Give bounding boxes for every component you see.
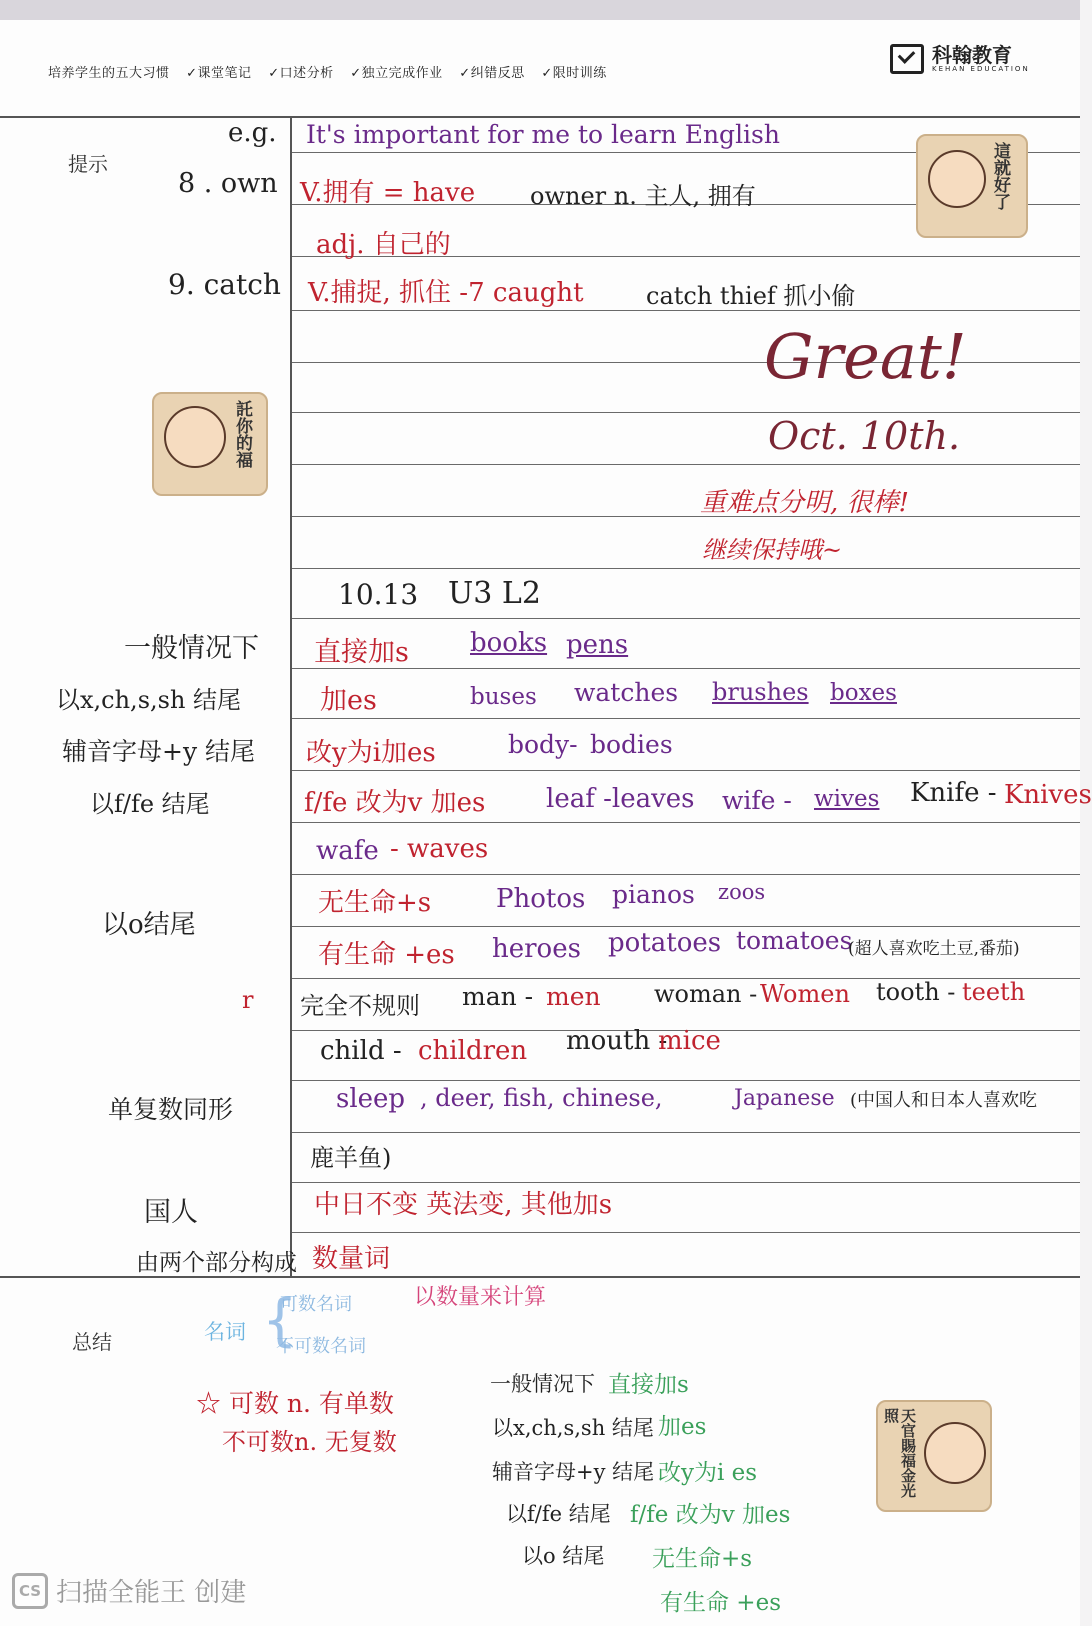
- rule-example: pianos: [612, 880, 695, 909]
- tishi-label: 提示: [68, 152, 108, 176]
- catch-definition: V.捕捉, 抓住 -7 caught: [308, 278, 584, 308]
- ruled-line: [292, 516, 1080, 517]
- feedback-comment-1: 重难点分明, 很棒!: [700, 488, 909, 518]
- header-divider: [0, 116, 1080, 118]
- habit-item: ✓课堂笔记: [186, 66, 252, 81]
- rule-example: (超人喜欢吃土豆,番茄): [848, 939, 1020, 959]
- rule-example: tomatoes: [736, 926, 853, 955]
- feedback-great: Great!: [764, 320, 967, 393]
- rule-text: f/fe 改为v 加es: [304, 788, 486, 818]
- summary-rule-label: 一般情况下: [490, 1372, 595, 1396]
- rule-example: , deer, fish, chinese,: [420, 1084, 663, 1112]
- summary-rule-text: f/fe 改为v 加es: [630, 1502, 791, 1528]
- rule-example: children: [418, 1036, 528, 1066]
- rule-example: watches: [574, 678, 679, 707]
- summary-rule-text: 无生命+s: [652, 1546, 753, 1572]
- rule-label: 辅音字母+y 结尾: [62, 737, 256, 766]
- summary-rule-label: 以o 结尾: [522, 1544, 605, 1568]
- ruled-line: [292, 822, 1080, 823]
- rule-text: 数量词: [312, 1244, 391, 1274]
- rule-label: 以o结尾: [102, 910, 196, 940]
- rule-example: zoos: [718, 880, 766, 904]
- rule-text: 加es: [320, 685, 377, 716]
- rule-text: 有生命 +es: [318, 940, 455, 970]
- watermark-text: 扫描全能王 创建: [56, 1578, 247, 1608]
- summary-rule-text: 直接加s: [608, 1372, 689, 1398]
- ruled-line: [292, 618, 1080, 619]
- zongjie-label: 总结: [72, 1330, 112, 1354]
- eg-label: e.g.: [228, 118, 277, 148]
- rule-label: 由两个部分构成: [136, 1250, 297, 1276]
- ruled-line: [292, 668, 1080, 669]
- sticker-thanks: [152, 392, 268, 496]
- feedback-date: Oct. 10th.: [768, 414, 961, 458]
- rule-example: mice: [658, 1026, 721, 1056]
- own-extra: owner n. 主人, 拥有: [530, 182, 756, 210]
- feedback-comment-2: 继续保持哦~: [702, 536, 843, 564]
- rule-example: bodies: [590, 730, 673, 759]
- scanner-watermark: [12, 1572, 246, 1609]
- own-definition: V.拥有 = have: [300, 178, 476, 208]
- own-label: 8 . own: [178, 168, 278, 199]
- margin-divider: [290, 118, 292, 1278]
- summary-star-1: ☆ 可数 n. 有单数: [196, 1389, 394, 1418]
- rule-example: child -: [320, 1036, 402, 1066]
- rule-example: body-: [508, 730, 578, 759]
- summary-measure: 以数量来计算: [414, 1285, 547, 1310]
- sticker-this-is-good: [916, 134, 1028, 238]
- catch-label: 9. catch: [168, 268, 281, 301]
- rule-example: heroes: [492, 934, 581, 964]
- rule-example: sleep: [336, 1084, 406, 1114]
- cartoon-face-icon: [924, 1422, 986, 1484]
- brand-logo: [890, 44, 1030, 74]
- rule-example: tooth -: [876, 978, 956, 1006]
- rule-example: Photos: [496, 884, 586, 914]
- brand-name-cn: 科翰教育: [932, 43, 1012, 67]
- summary-countable: 可数名词: [280, 1294, 352, 1315]
- habit-item: ✓纠错反思: [459, 66, 525, 81]
- ruled-line: [292, 464, 1080, 465]
- rule-example: men: [546, 982, 601, 1011]
- ruled-line: [292, 1182, 1080, 1183]
- rule-example: boxes: [830, 680, 897, 706]
- habits-header: [48, 62, 619, 81]
- sticker-text: 這就好了: [990, 142, 1010, 210]
- sticker-text: 天官賜福金光照: [882, 1408, 917, 1498]
- cartoon-face-icon: [164, 406, 226, 468]
- rule-label: 国人: [144, 1197, 198, 1228]
- habit-item: ✓独立完成作业: [350, 66, 443, 81]
- ruled-line: [292, 926, 1080, 927]
- lesson-unit: U3 L2: [448, 576, 541, 611]
- cartoon-face-icon: [928, 150, 986, 208]
- rule-example: mouth -: [566, 1026, 668, 1056]
- ruled-line: [292, 412, 1080, 413]
- rule-example: brushes: [712, 678, 809, 706]
- rule-example: wife -: [722, 786, 792, 815]
- brand-name-en: KEHAN EDUCATION: [932, 65, 1030, 73]
- rule-example: (中国人和日本人喜欢吃: [850, 1090, 1038, 1111]
- ruled-line: [292, 874, 1080, 875]
- rule-label: 以f/fe 结尾: [90, 790, 210, 818]
- habit-item: ✓口述分析: [268, 66, 334, 81]
- check-logo-icon: [890, 44, 924, 74]
- scan-top-edge: [0, 0, 1080, 20]
- summary-rule-label: 辅音字母+y 结尾: [492, 1460, 655, 1484]
- rule-example: Knives: [1004, 780, 1092, 810]
- rule-example: buses: [470, 684, 537, 710]
- rule-text: 中日不变 英法变, 其他加s: [314, 1190, 613, 1220]
- rule-label: r: [242, 986, 254, 1014]
- rule-example: wives: [814, 786, 880, 812]
- summary-uncountable: 不可数名词: [276, 1336, 366, 1357]
- ruled-line: [292, 1232, 1080, 1233]
- summary-noun: 名词: [204, 1320, 246, 1344]
- rule-example: man -: [462, 982, 534, 1011]
- rule-text: 完全不规则: [300, 992, 420, 1020]
- rule-example: 鹿羊鱼): [310, 1144, 392, 1172]
- sticker-blessing: [876, 1400, 992, 1512]
- rule-label: 单复数同形: [108, 1095, 234, 1124]
- rule-example: teeth: [962, 978, 1026, 1006]
- rule-example: Women: [760, 980, 850, 1008]
- brace-icon: {: [262, 1288, 298, 1353]
- summary-rule-label: 以f/fe 结尾: [506, 1502, 611, 1526]
- rule-text: 改y为i加es: [306, 738, 436, 768]
- rule-example: woman -: [654, 980, 758, 1008]
- rule-example: books: [470, 628, 548, 658]
- rule-label: 一般情况下: [124, 633, 259, 664]
- ruled-line: [292, 1080, 1080, 1081]
- sticker-text: 託你的福: [232, 400, 252, 468]
- camscanner-icon: CS: [12, 1573, 48, 1609]
- ruled-line: [292, 718, 1080, 719]
- rule-text: 无生命+s: [318, 888, 432, 918]
- catch-extra: catch thief 抓小偷: [646, 282, 856, 310]
- own-adj: adj. 自己的: [316, 230, 451, 260]
- rule-example: pens: [566, 630, 629, 660]
- rule-example: Knife -: [910, 778, 997, 808]
- ruled-line: [292, 770, 1080, 771]
- rule-label: 以x,ch,s,sh 结尾: [56, 686, 242, 714]
- rule-example: wafe: [316, 836, 379, 866]
- summary-rule-text: 有生命 +es: [660, 1590, 781, 1616]
- rule-example: Japanese: [734, 1086, 835, 1111]
- eg-sentence: It's important for me to learn English: [306, 120, 780, 149]
- rule-example: leaf -leaves: [546, 784, 695, 814]
- summary-star-2: 不可数n. 无复数: [222, 1428, 397, 1456]
- summary-rule-label: 以x,ch,s,sh 结尾: [492, 1416, 654, 1440]
- lesson-date: 10.13: [338, 578, 419, 611]
- rule-example: - waves: [390, 834, 489, 864]
- rule-example: potatoes: [608, 928, 722, 958]
- summary-rule-text: 改y为i es: [658, 1460, 758, 1486]
- rule-text: 直接加s: [314, 637, 409, 668]
- habits-title: 培养学生的五大习惯: [48, 66, 170, 81]
- ruled-line: [292, 1132, 1080, 1133]
- ruled-line: [292, 568, 1080, 569]
- habit-item: ✓限时训练: [541, 66, 607, 81]
- summary-rule-text: 加es: [658, 1414, 707, 1440]
